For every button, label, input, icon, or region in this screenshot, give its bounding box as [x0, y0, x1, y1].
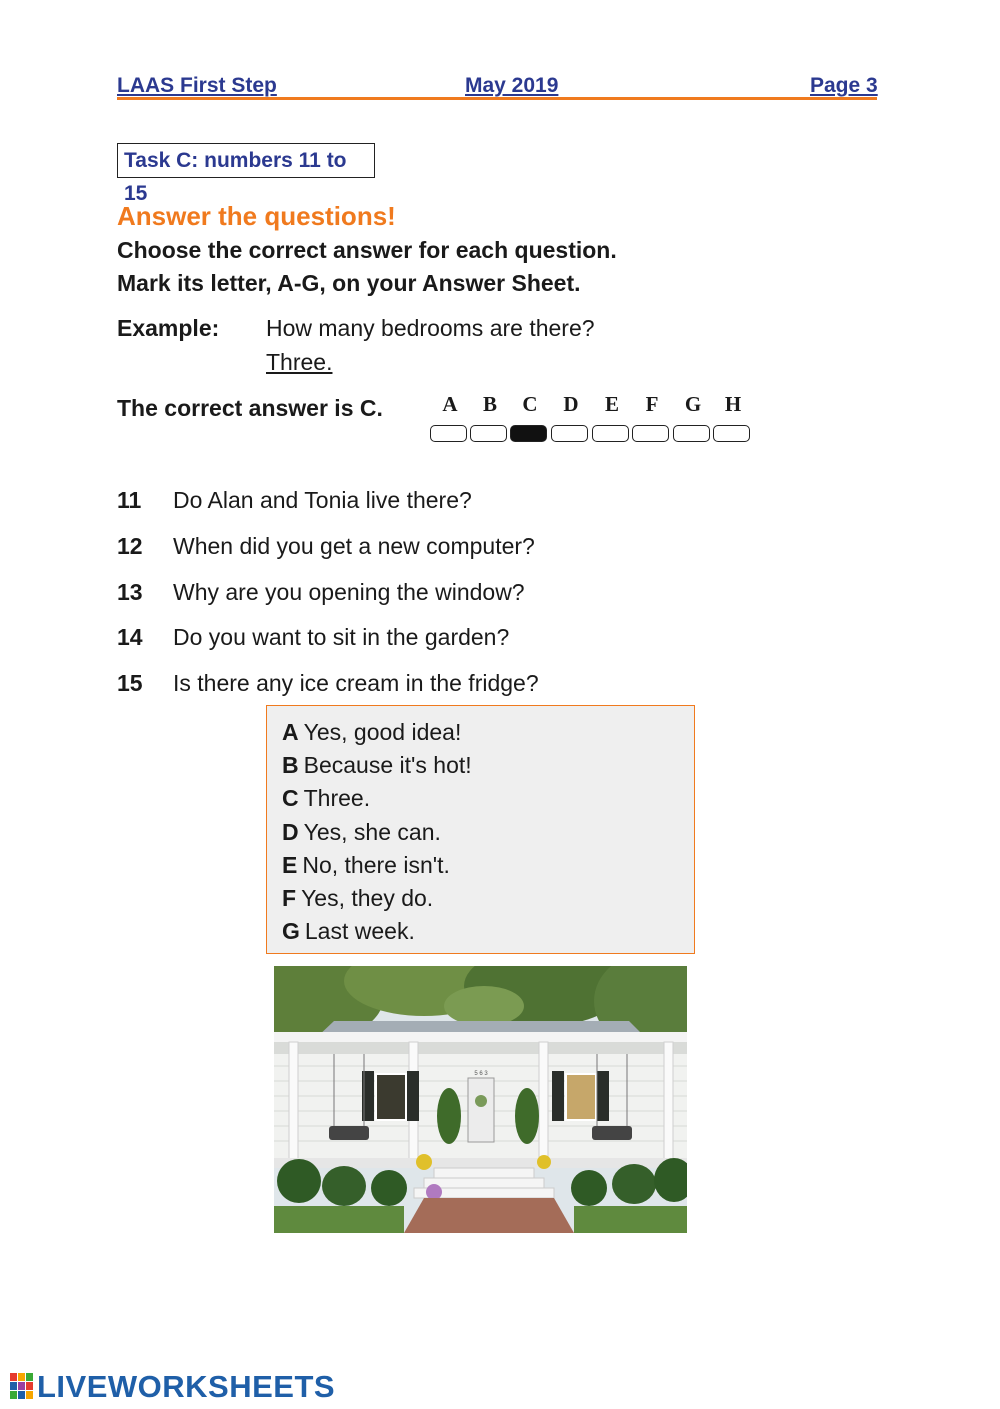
option-letter: E	[282, 851, 298, 878]
bubble-letter: A	[442, 392, 458, 416]
option-d	[282, 816, 694, 849]
header-divider	[117, 97, 877, 100]
header-page: Page 3	[810, 74, 878, 97]
question-text: Why are you opening the window?	[173, 579, 525, 605]
option-text: Three.	[303, 785, 371, 812]
logo-icon	[10, 1373, 34, 1399]
bubble-b[interactable]	[470, 393, 510, 415]
house-photo	[274, 966, 687, 1233]
bubble-box-filled	[510, 425, 547, 442]
question-number: 15	[117, 670, 143, 696]
bubble-g[interactable]	[673, 393, 713, 415]
header-date: May 2019	[465, 74, 559, 97]
option-text: Yes, she can.	[303, 818, 441, 845]
bubble-letter: H	[724, 392, 742, 416]
bubble-letter: F	[645, 392, 659, 416]
bubble-letter: B	[482, 392, 497, 416]
option-letter: C	[282, 785, 299, 812]
bubble-a[interactable]	[430, 393, 470, 415]
option-a	[282, 716, 694, 749]
question-number: 14	[117, 624, 143, 650]
option-g	[282, 915, 694, 948]
question-text: Do you want to sit in the garden?	[173, 624, 510, 650]
option-c	[282, 782, 694, 815]
bubble-c[interactable]	[510, 393, 550, 415]
example-answer: Three.	[266, 349, 333, 375]
bubble-box	[592, 425, 629, 442]
header-left: LAAS First Step	[117, 74, 277, 97]
question-number: 12	[117, 533, 143, 559]
bubble-f[interactable]	[632, 393, 672, 415]
task-label: Task C: numbers 11 to 15	[117, 143, 375, 178]
bubble-e[interactable]	[592, 393, 632, 415]
option-b	[282, 749, 694, 782]
option-letter: F	[282, 885, 297, 912]
bubble-box	[673, 425, 710, 442]
question-text: Is there any ice cream in the fridge?	[173, 670, 539, 696]
bubble-box	[470, 425, 507, 442]
option-text: Yes, good idea!	[303, 719, 462, 745]
bubble-box	[632, 425, 669, 442]
bubble-letter: G	[684, 392, 702, 416]
bubble-box	[713, 425, 750, 442]
option-e	[282, 849, 694, 882]
question-number: 11	[117, 487, 142, 513]
option-letter: D	[282, 818, 299, 845]
logo-text: LIVEWORKSHEETS	[37, 1369, 336, 1404]
section-heading: Answer the questions!	[117, 201, 396, 231]
option-text: Yes, they do.	[301, 885, 434, 912]
bubble-letter: E	[604, 392, 619, 416]
example-label: Example:	[117, 315, 220, 341]
question-number: 13	[117, 579, 143, 605]
bubble-h[interactable]	[713, 393, 753, 415]
bubble-d[interactable]	[551, 393, 591, 415]
option-text: Last week.	[304, 918, 415, 945]
option-letter: G	[282, 918, 300, 945]
option-text: Because it's hot!	[303, 752, 472, 779]
bubble-letter: C	[522, 392, 538, 416]
house-number: 5 6 3	[474, 1071, 488, 1077]
answer-options-box	[266, 705, 695, 954]
example-question: How many bedrooms are there?	[266, 315, 595, 341]
correct-answer-text: The correct answer is C.	[117, 395, 383, 421]
option-text: No, there isn't.	[302, 851, 450, 878]
question-text: Do Alan and Tonia live there?	[173, 487, 472, 513]
option-f	[282, 882, 694, 915]
option-letter: B	[282, 752, 299, 779]
bubble-box	[551, 425, 588, 442]
question-text: When did you get a new computer?	[173, 533, 535, 559]
bubble-box	[430, 425, 467, 442]
instruction-line-2: Mark its letter, A-G, on your Answer Sheet.	[117, 270, 581, 296]
option-letter: A	[282, 719, 299, 745]
instruction-line-1: Choose the correct answer for each question.	[117, 237, 617, 263]
bubble-letter: D	[563, 392, 579, 416]
